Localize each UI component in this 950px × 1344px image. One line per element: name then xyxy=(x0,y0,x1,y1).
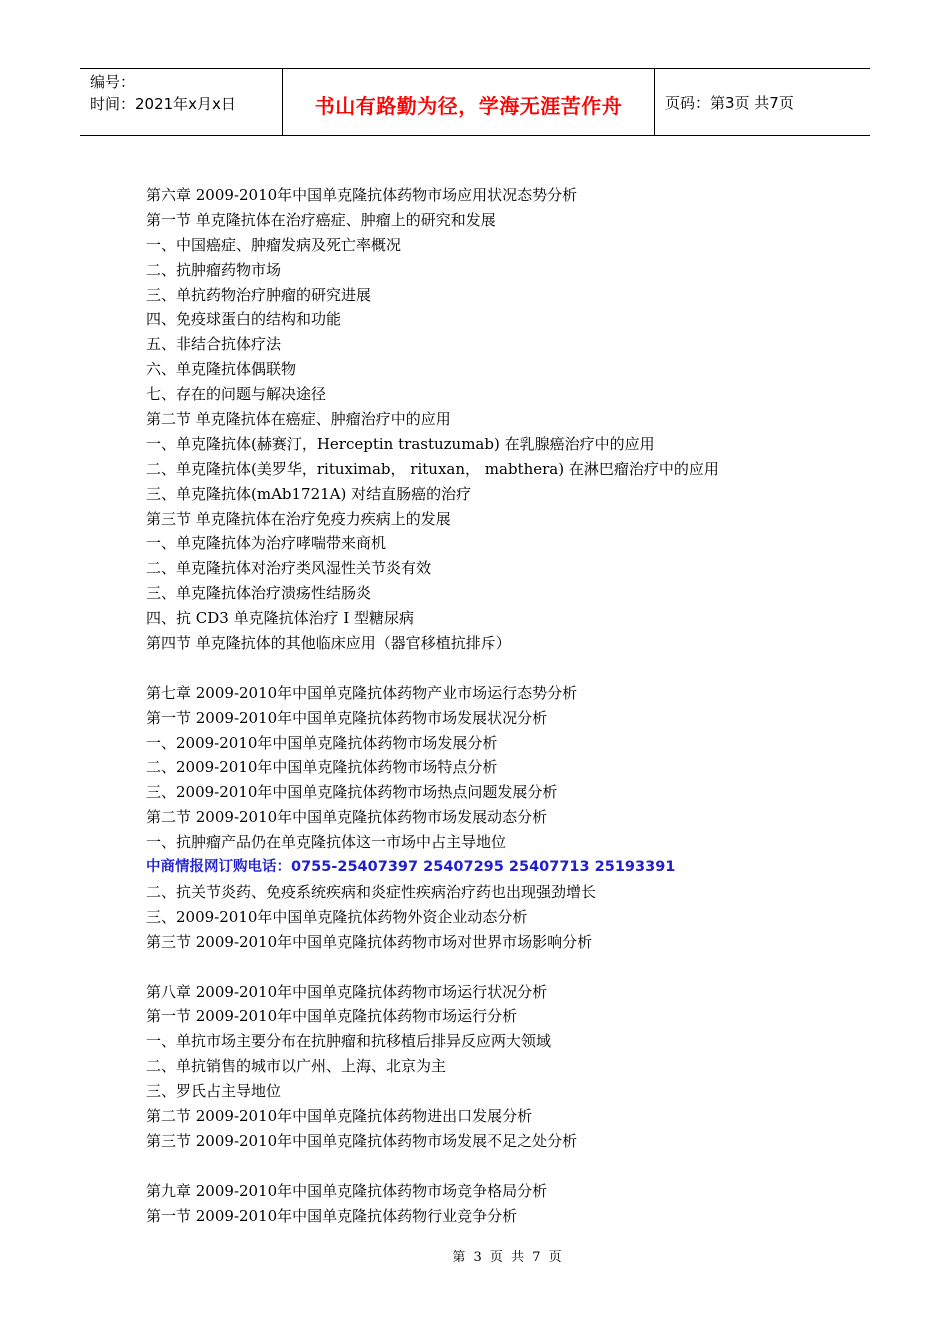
toc-line: 三、单克隆抗体(mAb1721A) 对结直肠癌的治疗 xyxy=(146,484,472,503)
toc-line: 二、单克隆抗体(美罗华，rituximab， rituxan， mabthera) 在淋巴瘤治疗中的应用 xyxy=(146,459,719,478)
toc-line: 一、2009-2010年中国单克隆抗体药物市场发展分析 xyxy=(146,733,498,752)
toc-line: 第二节 单克隆抗体在癌症、肿瘤治疗中的应用 xyxy=(146,410,451,429)
toc-line: 三、2009-2010年中国单克隆抗体药物外资企业动态分析 xyxy=(146,907,528,926)
toc-line: 第三节 单克隆抗体在治疗免疫力疾病上的发展 xyxy=(146,509,451,528)
toc-line: 四、抗 CD3 单克隆抗体治疗 I 型糖尿病 xyxy=(146,609,415,628)
toc-line: 一、单抗市场主要分布在抗肿瘤和抗移植后排异反应两大领域 xyxy=(146,1032,552,1051)
toc-line: 三、2009-2010年中国单克隆抗体药物市场热点问题发展分析 xyxy=(146,783,558,802)
document-date: 时间：2021年x月x日 xyxy=(90,95,236,113)
page-footer: 第 3 页 共 7 页 xyxy=(452,1250,564,1265)
toc-line: 六、单克隆抗体偶联物 xyxy=(146,360,297,379)
toc-line: 第四节 单克隆抗体的其他临床应用（器官移植抗排斥） xyxy=(146,634,511,653)
toc-line: 三、罗氏占主导地位 xyxy=(146,1082,282,1101)
toc-line: 第八章 2009-2010年中国单克隆抗体药物市场运行状况分析 xyxy=(146,982,548,1001)
toc-line: 二、抗肿瘤药物市场 xyxy=(146,260,282,279)
header-page-cell xyxy=(655,69,870,135)
toc-line: 第一节 2009-2010年中国单克隆抗体药物市场运行分析 xyxy=(146,1007,518,1026)
toc-line: 一、单克隆抗体为治疗哮喘带来商机 xyxy=(146,534,387,553)
toc-line: 第一节 单克隆抗体在治疗癌症、肿瘤上的研究和发展 xyxy=(146,210,496,229)
page-header xyxy=(80,68,870,136)
blank-line xyxy=(146,656,846,681)
header-motto: 书山有路勤为径，学海无涯苦作舟 xyxy=(314,93,623,118)
header-motto-cell xyxy=(282,69,655,135)
toc-line: 一、抗肿瘤产品仍在单克隆抗体这一市场中占主导地位 xyxy=(146,833,507,852)
toc-content xyxy=(146,183,846,1228)
toc-line: 四、免疫球蛋白的结构和功能 xyxy=(146,310,342,329)
toc-line: 第一节 2009-2010年中国单克隆抗体药物市场发展状况分析 xyxy=(146,708,548,727)
toc-line: 三、单克隆抗体治疗溃疡性结肠炎 xyxy=(146,584,372,603)
toc-line: 一、单克隆抗体(赫赛汀，Herceptin trastuzumab) 在乳腺癌治疗中的应用 xyxy=(146,434,655,453)
blank-line xyxy=(146,955,846,980)
toc-line: 第二节 2009-2010年中国单克隆抗体药物进出口发展分析 xyxy=(146,1106,533,1125)
header-meta xyxy=(80,69,282,135)
toc-line: 第三节 2009-2010年中国单克隆抗体药物市场发展不足之处分析 xyxy=(146,1131,578,1150)
toc-line: 五、非结合抗体疗法 xyxy=(146,335,282,354)
toc-line: 二、抗关节炎药、免疫系统疾病和炎症性疾病治疗药也出现强劲增长 xyxy=(146,882,597,901)
order-phone-line: 中商情报网订购电话：0755-25407397 25407295 25407713 25193391 xyxy=(146,859,676,876)
toc-line: 第七章 2009-2010年中国单克隆抗体药物产业市场运行态势分析 xyxy=(146,683,578,702)
header-page-number: 页码：第3页 共7页 xyxy=(665,93,794,112)
toc-line: 三、单抗药物治疗肿瘤的研究进展 xyxy=(146,285,372,304)
toc-line: 第六章 2009-2010年中国单克隆抗体药物市场应用状况态势分析 xyxy=(146,186,578,204)
toc-line: 第一节 2009-2010年中国单克隆抗体药物行业竞争分析 xyxy=(146,1206,518,1225)
toc-line: 第三节 2009-2010年中国单克隆抗体药物市场对世界市场影响分析 xyxy=(146,932,593,951)
document-number-label: 编号： xyxy=(90,73,136,91)
toc-line: 第二节 2009-2010年中国单克隆抗体药物市场发展动态分析 xyxy=(146,808,548,827)
toc-line: 二、单抗销售的城市以广州、上海、北京为主 xyxy=(146,1057,447,1076)
blank-line xyxy=(146,1154,846,1179)
toc-line: 二、2009-2010年中国单克隆抗体药物市场特点分析 xyxy=(146,758,498,777)
toc-line: 二、单克隆抗体对治疗类风湿性关节炎有效 xyxy=(146,559,432,578)
toc-line: 七、存在的问题与解决途径 xyxy=(146,385,327,404)
toc-line: 第九章 2009-2010年中国单克隆抗体药物市场竞争格局分析 xyxy=(146,1181,548,1200)
toc-line: 一、中国癌症、肿瘤发病及死亡率概况 xyxy=(146,235,402,254)
